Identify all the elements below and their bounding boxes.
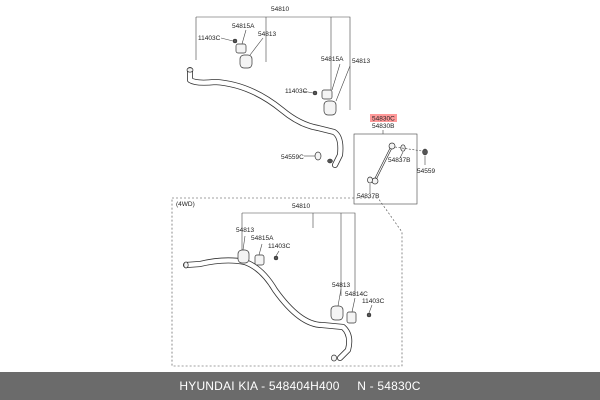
fwd-assembly <box>172 198 402 366</box>
label-11403c-4wd-2: 11403C <box>362 298 385 305</box>
label-54813-1: 54813 <box>258 31 277 38</box>
footer-part-numbers: HYUNDAI KIA - 548404H400 N - 54830C <box>179 379 421 393</box>
label-54815a-1: 54815A <box>232 23 255 30</box>
label-54814c: 54814C <box>345 291 368 298</box>
label-54559c: 54559C <box>281 154 304 161</box>
label-54810-4wd: 54810 <box>292 203 311 210</box>
label-11403c-1: 11403C <box>198 35 221 42</box>
label-11403c-2: 11403C <box>285 88 308 95</box>
bracket-assy-1 <box>198 23 276 68</box>
label-54830b: 54830B <box>372 123 395 130</box>
label-4wd: (4WD) <box>176 201 195 208</box>
label-54813-4wd-2: 54813 <box>332 282 351 289</box>
stabilizer-bar-4wd <box>184 260 349 361</box>
fwd-bracket-assy-1 <box>236 227 291 265</box>
label-54810-top: 54810 <box>271 6 290 13</box>
top-assembly <box>187 6 435 204</box>
label-54813-4wd-1: 54813 <box>236 227 255 234</box>
nut-54559c <box>281 152 333 163</box>
label-54813-2: 54813 <box>352 58 371 65</box>
label-11403c-4wd-1: 11403C <box>268 243 291 250</box>
label-54815a-2: 54815A <box>321 56 344 63</box>
footer-bar <box>0 372 600 400</box>
label-54837b-1: 54837B <box>388 157 411 164</box>
label-54815a-4wd: 54815A <box>251 235 274 242</box>
label-54837b-2: 54837B <box>357 193 380 200</box>
stabilizer-bar-top <box>187 68 340 165</box>
fwd-dashed-frame <box>172 198 402 366</box>
link-assy-box <box>354 114 435 204</box>
fwd-bracket-assy-2 <box>331 282 385 323</box>
label-54830c: 54830C <box>372 115 395 123</box>
label-54559: 54559 <box>417 168 436 175</box>
bracket-assy-2 <box>285 56 370 115</box>
